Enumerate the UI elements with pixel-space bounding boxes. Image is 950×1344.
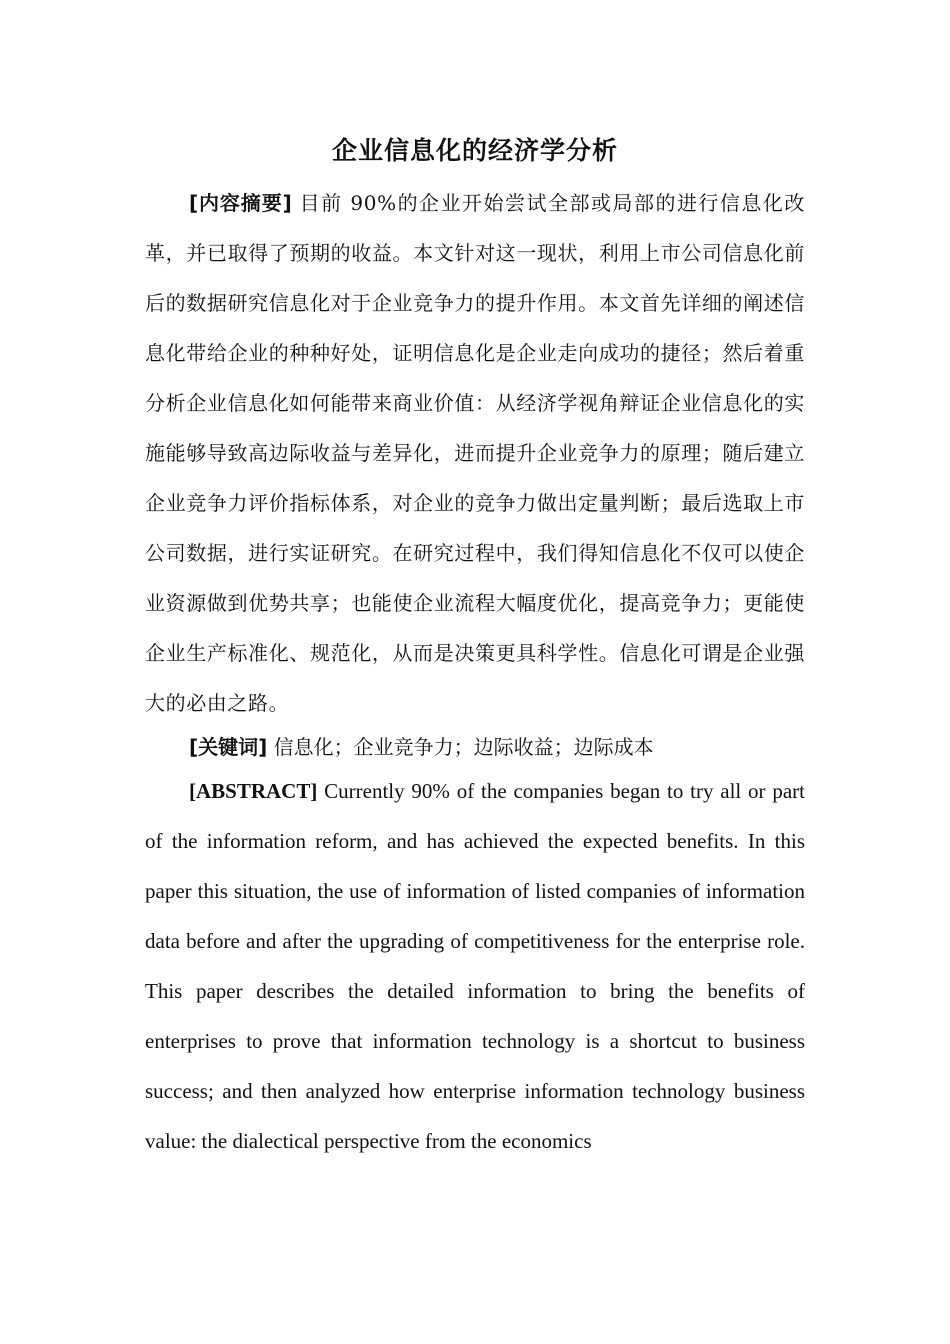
abstract-cn-label: [内容摘要] xyxy=(189,191,292,215)
paper-title: 企业信息化的经济学分析 xyxy=(331,136,618,165)
abstract-en-label: [ABSTRACT] xyxy=(189,779,318,803)
abstract-en-paragraph xyxy=(145,766,805,1166)
abstract-cn-paragraph xyxy=(145,178,805,728)
keywords-cn-text: 信息化；企业竞争力；边际收益；边际成本 xyxy=(273,735,654,759)
abstract-cn-text: 目前 90%的企业开始尝试全部或局部的进行信息化改革，并已取得了预期的收益。本文针对这一现状，利用上市公司信息化前后的数据研究信息化对于企业竞争力的提升作用。本文首先详细的阐述信息化带给企业的种种好处，证明信息化是企业走向成功的捷径；然后着重分析企业信息化如何能带来商业价值：从经济学视角辩证企业信息化的实施能够导致高边际收益与差异化，进而提升企业竞争力的原理；随后建立企业竞争力评价指标体系，对企业的竞争力做出定量判断；最后选取上市公司数据，进行实证研究。在研究过程中，我们得知信息化不仅可以使企业资源做到优势共享；也能使企业流程大幅度优化，提高竞争力；更能使企业生产标准化、规范化，从而是决策更具科学性。信息化可谓是企业强大的必由之路。 xyxy=(145,191,805,715)
abstract-en-text: Currently 90% of the companies began to try all or part of the information reform, and has achieved the expected benefits. In this paper this situation, the use of information of listed companies of information data before and after the upgrading of competitiveness for the enterprise role. This paper describes the detailed information to bring the benefits of enterprises to prove that information technology is a shortcut to business success; and then analyzed how enterprise information technology business value: the dialectical perspective from the economics xyxy=(145,779,805,1153)
keywords-cn-label: [关键词] xyxy=(189,735,268,759)
paper-page xyxy=(145,128,805,1166)
keywords-cn-paragraph xyxy=(145,728,805,766)
